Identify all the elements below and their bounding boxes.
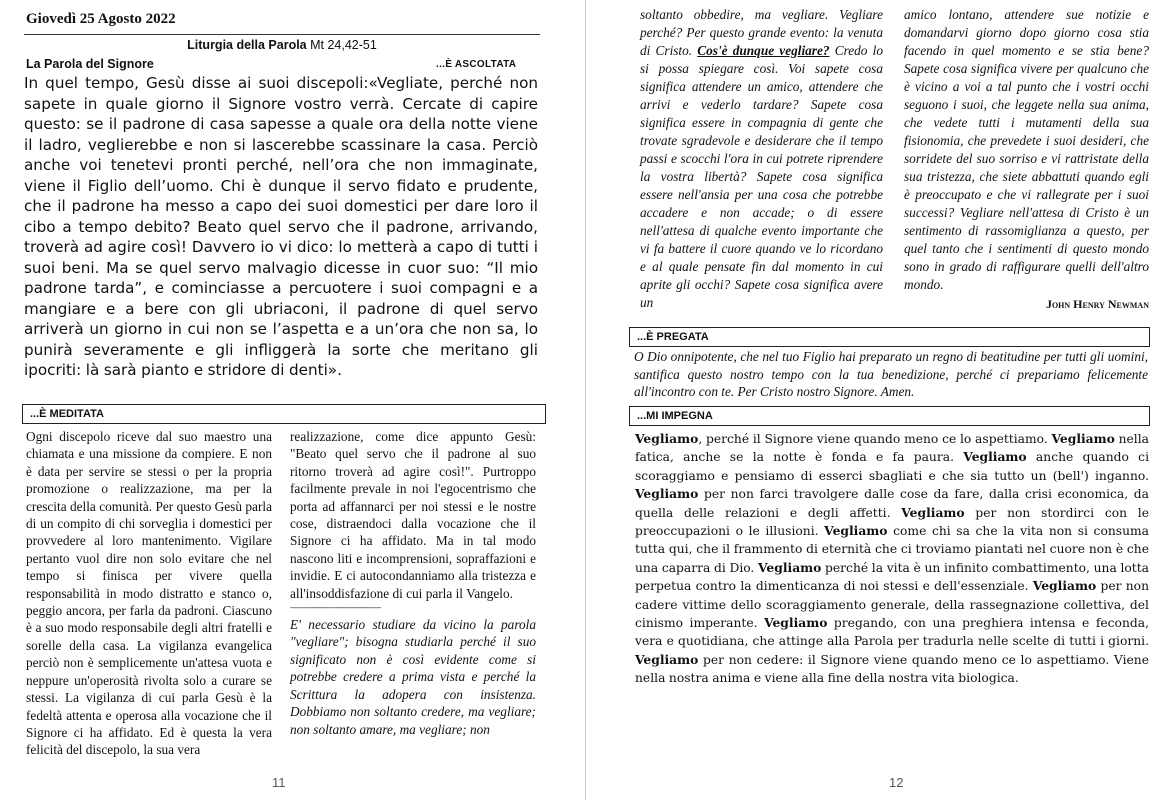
impegna-segment: anche quando ci scoraggiamo e pensiamo di esserci sbagliati e che sia tutto un (bell') inganno. [635, 450, 1150, 483]
impegna-segment: pregando, con una preghiera intensa e feconda, vera e quotidiana, che attinge alla Parola per tradurla nelle scelte di tutti i giorni. [635, 616, 1149, 649]
liturgy-title-text: Liturgia della Parola [187, 38, 307, 52]
newman-quote-emphasis: Cos'è dunque vegliare? [697, 43, 830, 58]
pregata-label: ...È PREGATA [637, 331, 709, 343]
impegna-keyword: Vegliamo [1032, 578, 1097, 594]
impegna-segment: per non farci travolgere dalle cose da fare, dalla crisi economica, da quella delle relazioni e degli affetti. [635, 487, 1149, 520]
ascoltata-label: ...È ASCOLTATA [436, 59, 517, 70]
impegna-label: ...MI IMPEGNA [637, 410, 713, 422]
pregata-section-header [629, 327, 1150, 347]
impegna-section-header [629, 406, 1150, 426]
liturgy-title [24, 38, 540, 52]
book-spine [585, 0, 586, 800]
impegna-segment: per non cadere vittime dello scoraggiamento generale, della rassegnazione collettiva, del cinismo imperante. [635, 579, 1149, 631]
impegna-segment: perché la vita è un infinito combattimento, una lotta perpetua contro la dimenticanza di noi stessi e dell'essenziale. [635, 560, 1149, 594]
impegna-keyword: Vegliamo [901, 504, 965, 520]
impegna-keyword: Vegliamo [1051, 431, 1115, 446]
page-number-right: 12 [889, 775, 904, 790]
newman-quote-column-2-text: amico lontano, attendere sue notizie e domandarvi giorno dopo giorno cosa stia facendo in quel momento e se stia bene? Sapete cosa significa vivere per qualcuno che è vicino a voi a tal punto che i vostri occhi seguono i suoi, che leggete nella sua anima, che vedete tutti i mutamenti della sua fisionomia, che prevedete i suoi desideri, che sorridete del suo sorriso e vi rattristate della sua tristezza, che siete abbattuti quando egli è preoccupato e che vi rallegrate per i suoi successi? Vegliare nell'attesa di Cristo è un sentimento di rassomiglianza a questo, per quel tanto che i sentimenti di questo mondo sono in grado di raffigurare quelli dell'altro mondo. [904, 7, 1149, 292]
prayer-text: O Dio onnipotente, che nel tuo Figlio hai preparato un regno di beatitudine per tutti gli uomini, santifica questo nostro tempo con la tua benedizione, perché ci prepariamo felicemente all'incontro con te. Per Cristo nostro Signore. Amen. [634, 349, 1148, 400]
impegna-keyword: Vegliamo [764, 615, 828, 631]
separator-line: ------------------------------------------ [290, 603, 381, 613]
newman-quote-start: E' necessario studiare da vicino la parola "vegliare"; bisogna studiarla perché il suo significato non è così evidente come si potrebbe credere a prima vista e perché la Scrittura la adopera con insistenza. Dobbiamo non soltanto credere, ma vegliare; non soltanto amare, ma vegliare; non [290, 617, 536, 737]
impegna-keyword: Vegliamo [635, 486, 699, 502]
impegna-segment: per non cedere: il Signore viene quando meno ce lo aspettiamo. Viene nella nostra anima e viene alla fine della nostra vita biologica. [635, 652, 1149, 686]
meditata-label: ...È MEDITATA [30, 408, 104, 420]
meditata-column-2-text: realizzazione, come dice appunto Gesù: "Beato quel servo che il padrone al suo ritorno troverà ad agire così!". Purtroppo facilmente prevale in noi l'egocentrismo che porta ad affannarci per noi stessi e le nostre cose, distraendoci dalla vocazione che il Signore ci ha affidato. Ma in tal modo nascono liti e incomprensioni, sopraffazioni e invidie. E ci autocondanniamo alla tristezza e all'insoddisfazione di cui parla il Vangelo. [290, 429, 536, 601]
date-header: Giovedì 25 Agosto 2022 [26, 11, 176, 27]
newman-quote-part-1: soltanto obbedire, ma vegliare. Vegliare perché? Per questo grande evento: la venuta di Cristo. [640, 7, 883, 58]
meditata-column-1: Ogni discepolo riceve dal suo maestro una chiamata e una missione da compiere. E non è data per servire se stessi o per la propria promozione o realizzazione, ma per la crescita della comunità. Per questo Gesù parla di un compito di chi sorveglia i domestici per provvedere al loro mantenimento. Vigilare pertanto vuol dire non solo evitare che nel tempo si finisca per vivere quella responsabilità in modo distratto e stanco o, peggio ancora, per farla da padroni. Ciascuno è a suo modo responsabile degli altri fratelli e sorelle della casa. La vigilanza evangelica perciò non è semplicemente un'attesa vuota e neppure un'operosità rivolta solo a curare se stessi. La vigilanza di cui parla Gesù è la fedeltà attenta e operosa alla vocazione che il Signore ci ha affidato. Ed è questa la vera felicità del discepolo, la sua vera [26, 429, 272, 758]
right-page [587, 0, 1170, 800]
impegna-segment: nella fatica, anche se la notte è fonda e fa paura. [635, 432, 1149, 465]
meditata-column-2 [290, 428, 536, 738]
impegna-keyword: Vegliamo [963, 449, 1027, 465]
impegna-text [635, 430, 1149, 688]
parola-heading: La Parola del Signore [26, 57, 154, 71]
impegna-keyword: Vegliamo [635, 431, 699, 446]
impegna-segment: come chi sa che la vita non si consuma tutta qui, che il frammento di eternità che ci troviamo piantati nel cuore non è che una caparra di Dio. [635, 524, 1149, 575]
liturgy-reference: Mt 24,42-51 [310, 38, 377, 52]
header-rule [24, 34, 540, 35]
impegna-segment: , perché il Signore viene quando meno ce lo aspettiamo. [698, 432, 1052, 446]
impegna-keyword: Vegliamo [635, 651, 699, 667]
impegna-keyword: Vegliamo [824, 523, 888, 539]
newman-quote-column-2 [904, 6, 1149, 313]
gospel-text: In quel tempo, Gesù disse ai suoi discepoli:«Vegliate, perché non sapete in quale giorno il Signore vostro verrà. Cercate di capire questo: se il padrone di casa sapesse a quale ora della notte viene il ladro, veglierebbe e non si lascerebbe scassinare la casa. Perciò anche voi tenetevi pronti perché, nell’ora che non immaginate, viene il Figlio dell’uomo. Chi è dunque il servo fidato e prudente, che il padrone ha messo a capo dei suoi domestici per dare loro il cibo a tempo debito? Beato quel servo che il padrone, arrivando, troverà ad agire così! Davvero io vi dico: lo metterà a capo di tutti i suoi beni. Ma se quel servo malvagio dicesse in cuor suo: “Il mio padrone tarda”, e cominciasse a percuotere i suoi compagni e a mangiare e a bere con gli ubriaconi, il padrone di quel servo arriverà un giorno in cui non se l’aspetta e a un’ora che non sa, lo punirà severamente e gli infliggerà la sorte che meritano gli ipocriti: là sarà pianto e stridore di denti». [24, 74, 538, 379]
meditata-section-header [22, 404, 546, 424]
newman-quote-part-2: Credo lo si possa spiegare così. Voi sapete cosa significa attendere un amico, attendere che arrivi e vederlo tardare? Sapete cosa significa essere in compagnia di gente che trovate sgradevole e desiderare che il tempo passi e scocchi l'ora in cui potrete riprendere la vostra libertà? Sapete cosa significa essere nell'ansia per una cosa che potrebbe accadere e non accade; o di essere nell'attesa di qualche evento importante che vi fa battere il cuore quando ve lo ricordano e al quale pensate fin dal momento in cui aprite gli occhi? Sapete cosa significa avere un [640, 43, 883, 310]
page-number-left: 11 [272, 775, 286, 790]
impegna-segment: per non stordirci con le preoccupazioni o le illusioni. [635, 505, 1149, 539]
impegna-keyword: Vegliamo [758, 559, 822, 575]
quote-author: John Henry Newman [1045, 297, 1149, 311]
newman-quote-column-1 [640, 6, 883, 312]
